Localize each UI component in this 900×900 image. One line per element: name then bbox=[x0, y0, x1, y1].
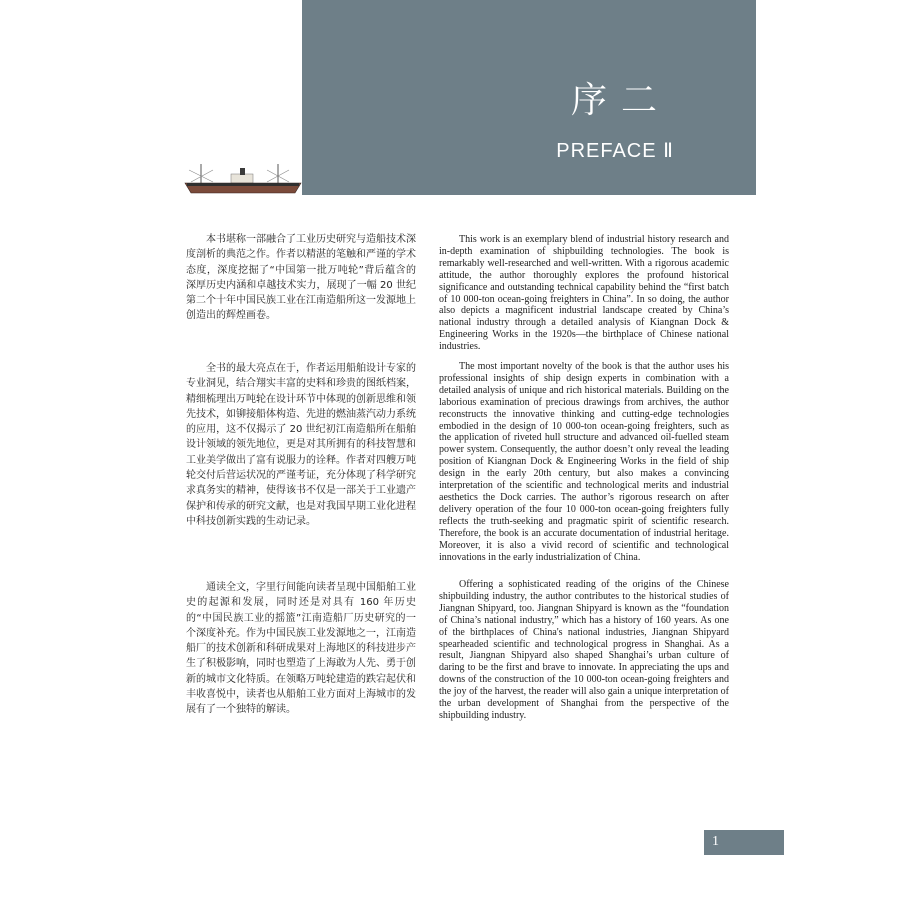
en-paragraph-1: This work is an exemplary blend of industrial history research and in-depth examination of shipbuilding technologies. The book is remarkably well-researched and well-written. With a rigorous academic attitude, the author thoroughly explores the profound historical significance and outstanding technical capability behind the “first batch of 10 000-ton ocean-going freighters in China”. In so doing, the author also depicts a magnificent industrial landscape created by China’s national industry through a detailed analysis of Kiangnan Dock & Engineering Works in the 1920s—the birthplace of Chinese national industries. bbox=[439, 234, 729, 353]
zh-paragraph-3: 通读全文，字里行间能向读者呈现中国船舶工业史的起源和发展，同时还是对具有 160 年历史的“中国民族工业的摇篮”江南造船厂历史研究的一个深度补充。作为中国民族工业发源地之一，江南造船厂的技术创新和科研成果对上海地区的科技进步产生了积极影响，同时也塑造了上海敢为人先、勇于创新的城市文化特质。在领略万吨轮建造的跌宕起伏和丰收喜悦中，读者也从船舶工业方面对上海城市的发展有了一个独特的解读。 bbox=[186, 582, 416, 716]
en-paragraph-2: The most important novelty of the book is that the author uses his professional insights of ship design experts in combination with a detailed analysis of unique and rich historical materials. Building on the laborious examination of precious drawings from archives, the author reconstructs the innovative thinking and cutting-edge technologies embodied in the design of 10 000-ton ocean-going freighters, such as the application of riveted hull structure and advanced oil-fuelled steam power system. Consequently, the author doesn’t only reveal the leading position of Kiangnan Dock & Engineering Works in the field of ship design in the early 20th century, but also makes a convincing interpretation of the scientific and technological merits and industrial aesthetics the Dock carries. The author’s rigorous research on after delivery operation of the four 10 000-ton ocean-going freighters fully reflects the truth-seeking and pragmatic spirit of scientific research. Therefore, the book is an accurate documentation of industrial heritage. Moreover, it is also a vivid record of scientific and technological innovations in the early industrialization of China. bbox=[439, 361, 729, 563]
page-number-box bbox=[704, 830, 784, 855]
zh-paragraph-2: 全书的最大亮点在于，作者运用船舶设计专家的专业洞见，结合翔实丰富的史料和珍贵的图纸档案，精细梳理出万吨轮在设计环节中体现的创新思维和领先技术，如铆接船体构造、先进的燃油蒸汽动力系统的应用，这不仅揭示了 20 世纪初江南造船所在船舶设计领域的领先地位，更是对其所拥有的科技智慧和工业美学做出了富有说服力的诠释。作者对四艘万吨轮交付后营运状况的严谨考证，充分体现了科学研究求真务实的精神，使得该书不仅是一部关于工业遗产保护和传承的研究文献，也是对我国早期工业化进程中科技创新实践的生动记录。 bbox=[186, 363, 416, 527]
page-title-zh: 序二 bbox=[570, 80, 671, 121]
ship-illustration bbox=[183, 160, 303, 196]
page-number: 1 bbox=[712, 834, 719, 849]
zh-paragraph-1: 本书堪称一部融合了工业历史研究与造船技术深度剖析的典范之作。作者以精湛的笔触和严谨的学术态度，深度挖掘了“中国第一批万吨轮”背后蕴含的深厚历史内涵和卓越技术实力，展现了一幅 20 世纪第二个十年中国民族工业在江南造船所这一发源地上创造出的辉煌画卷。 bbox=[186, 234, 416, 322]
header-band bbox=[302, 0, 756, 195]
en-paragraph-3: Offering a sophisticated reading of the origins of the Chinese shipbuilding industry, the author contributes to the historical studies of Jiangnan Shipyard, too. Jiangnan Shipyard is known as the “foundation of China’s national industry,” which has a history of 160 years. As one of the birthplaces of China's national industries, Jiangnan Shipyard spearheaded scientific and technological progress in Shanghai. As a result, Jiangnan Shipyard also shaped Shanghai’s urban culture of daring to be the first and brave to innovate. In appreciating the ups and downs of the construction of the 10 000-ton ocean-going freighters and the joy of the harvest, the reader will also gain a unique interpretation of the urban development of Shanghai from the perspective of the shipbuilding industry. bbox=[439, 579, 729, 721]
page-title-en: PREFACE Ⅱ bbox=[556, 140, 674, 162]
